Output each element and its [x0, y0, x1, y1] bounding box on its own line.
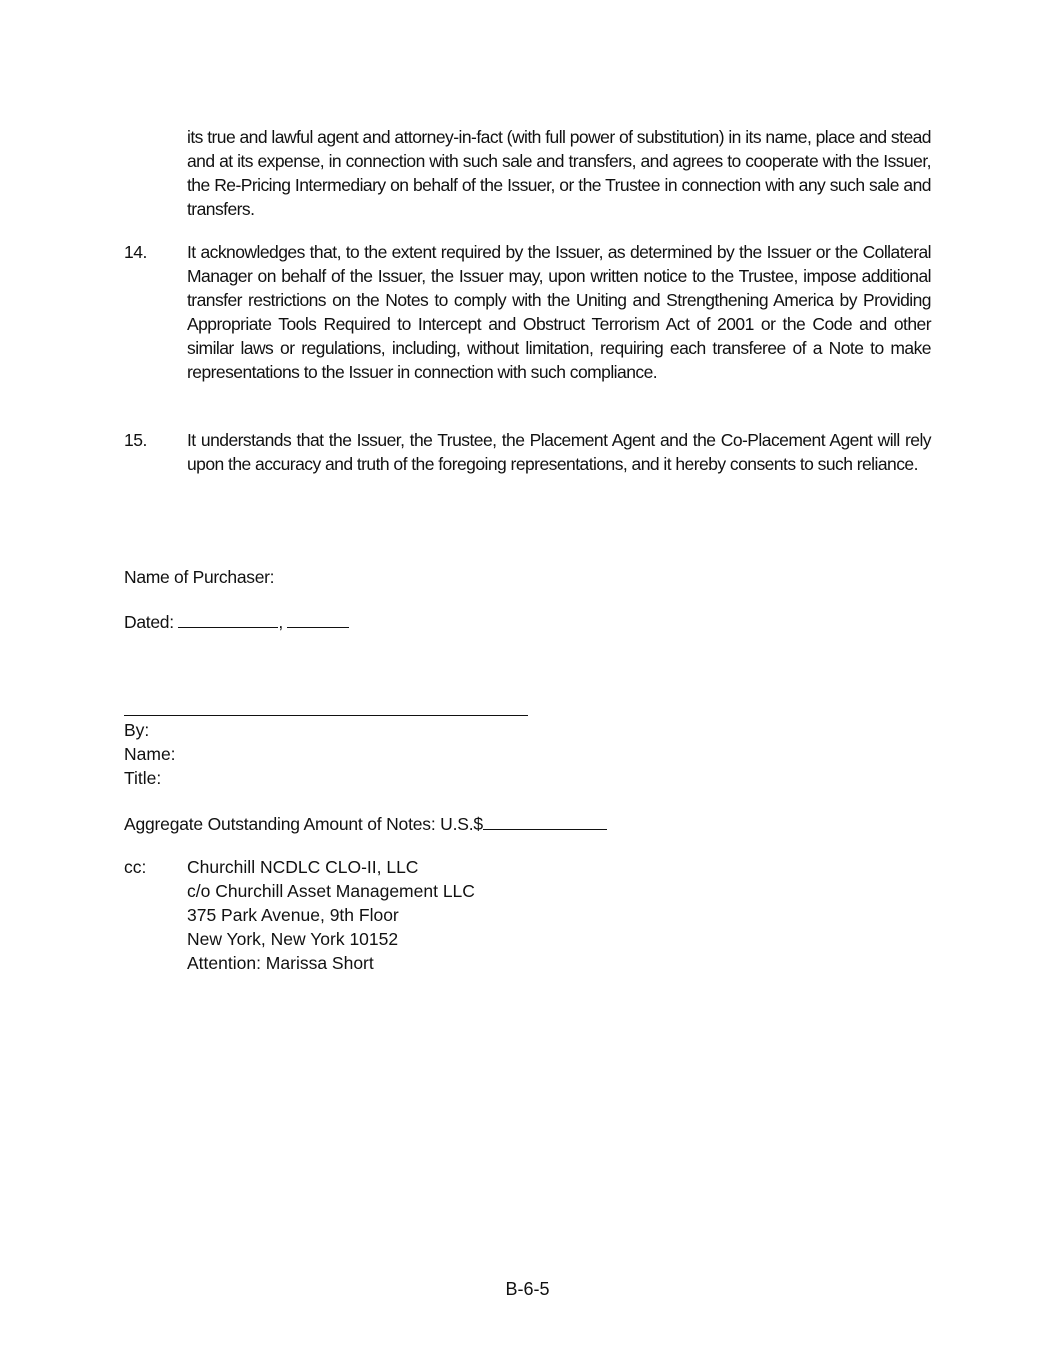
- cc-line: c/o Churchill Asset Management LLC: [187, 881, 475, 901]
- cc-line: Attention: Marissa Short: [187, 953, 374, 973]
- item-text-14: It acknowledges that, to the extent required by the Issuer, as determined by the Issuer or the Collateral Manager on behalf of the Issuer, the Issuer may, upon written notice to the Trustee, impose additional transfer restrictions on the Notes to comply with the Uniting and Strengthening America by Providing Appropriate Tools Required to Intercept and Obstruct Terrorism Act of 2001 or the Code and other similar laws or regulations, including, without limitation, requiring each transferee of a Note to make representations to the Issuer in connection with such compliance.: [187, 242, 931, 382]
- name-of-purchaser-label: Name of Purchaser:: [124, 567, 275, 587]
- item-text-15: It understands that the Issuer, the Trustee, the Placement Agent and the Co-Placement Agent will rely upon the accuracy and truth of the foregoing representations, and it hereby consents to such reliance.: [187, 430, 931, 474]
- cc-line: 375 Park Avenue, 9th Floor: [187, 905, 399, 925]
- page-number: B-6-5: [505, 1279, 550, 1299]
- cc-address-block: [187, 855, 475, 975]
- signature-line[interactable]: [124, 715, 528, 716]
- cc-line: New York, New York 10152: [187, 929, 399, 949]
- dated-label: Dated:: [124, 612, 174, 632]
- aggregate-amount-blank[interactable]: [483, 811, 607, 830]
- dated-separator: ,: [278, 612, 283, 632]
- cc-line: Churchill NCDLC CLO-II, LLC: [187, 857, 419, 877]
- signature-block: [124, 718, 176, 790]
- dated-line: [124, 609, 349, 634]
- cc-label: cc:: [124, 857, 147, 877]
- aggregate-amount-line: [124, 811, 607, 836]
- by-label: By:: [124, 720, 150, 740]
- name-label: Name:: [124, 744, 176, 764]
- item-number-15: 15.: [124, 430, 147, 450]
- continuation-paragraph: its true and lawful agent and attorney-in-fact (with full power of substitution) in its name, place and stead and at its expense, in connection with such sale and transfers, and agrees to cooperate with the Issuer, the Re-Pricing Intermediary on behalf of the Issuer, or the Trustee in connection with any such sale and transfers.: [187, 127, 931, 219]
- dated-month-day-blank[interactable]: [178, 609, 278, 628]
- title-label: Title:: [124, 768, 162, 788]
- dated-year-blank[interactable]: [287, 609, 349, 628]
- aggregate-amount-label: Aggregate Outstanding Amount of Notes: U.S.$: [124, 814, 483, 834]
- item-number-14: 14.: [124, 242, 147, 262]
